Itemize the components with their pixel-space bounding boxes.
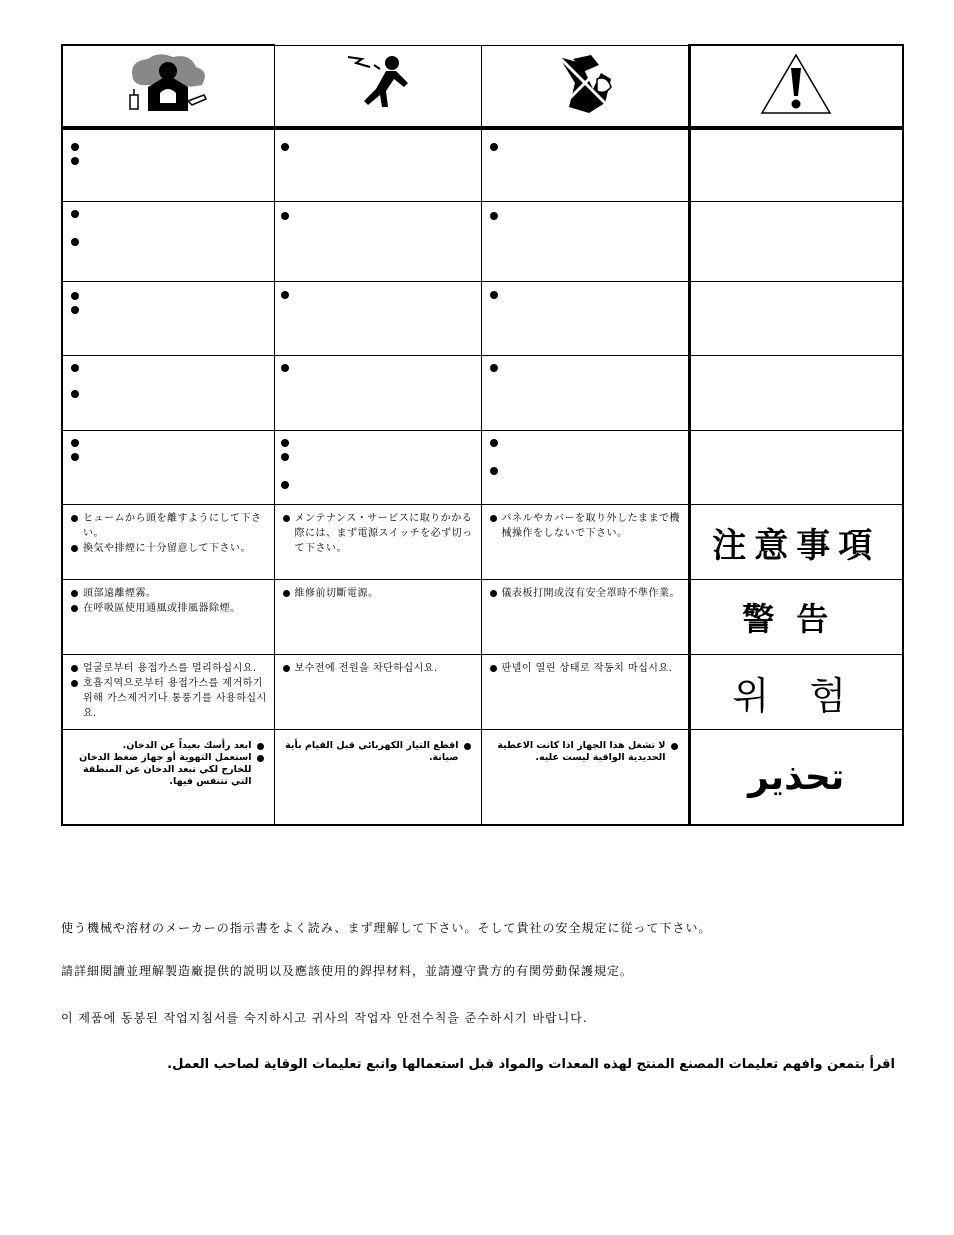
ar-col1 (62, 730, 274, 826)
row3-col1 (62, 282, 274, 356)
row2-col3 (481, 202, 689, 282)
zh-col3-item1: 儀表板打開或沒有安全罩時不準作業。 (490, 586, 682, 601)
ja-col1-item2: 換気や排煙に十分留意して下さい。 (71, 541, 268, 556)
ko-col1-item1: 얼굴로부터 용접가스를 멀리하십시요. (71, 661, 268, 676)
zh-col1 (62, 580, 274, 655)
row2-col4 (689, 202, 903, 282)
row4-col1 (62, 356, 274, 431)
row4-col2 (274, 356, 481, 431)
ja-col2-item1: メンテナンス・サービスに取りかかる際には、まず電源スイッチを必ず切って下さい。 (283, 511, 475, 556)
zh-col1-item2: 在呼吸區使用通風或排風器除煙。 (71, 601, 268, 616)
row1-col3 (481, 128, 689, 202)
row1-col2 (274, 128, 481, 202)
ja-col1 (62, 505, 274, 580)
electric-shock-icon (338, 49, 418, 119)
row1-col1 (62, 128, 274, 202)
ar-col3 (481, 730, 689, 826)
ko-col3 (481, 655, 689, 730)
fume-inhalation-icon (118, 49, 218, 119)
note-chinese: 請詳細閱讀並理解製造廠提供的説明以及應該使用的銲捍材料，並請遵守貴方的有関勞動保護規定。 (61, 964, 634, 978)
ar-col1-item2: استعمل التهوية أو جهاز ضغط الدخان للخارج لكي تبعد الدخان عن المنطقة التي تتنفس فيها. (69, 752, 264, 788)
hand-guard-icon (545, 49, 625, 119)
warning-icon-cell (689, 45, 903, 128)
zh-col3 (481, 580, 689, 655)
ko-col1 (62, 655, 274, 730)
ar-col2 (274, 730, 481, 826)
row1-col4 (689, 128, 903, 202)
row3-col3 (481, 282, 689, 356)
hand-icon-cell (481, 45, 689, 128)
ar-col3-item1: لا تشغل هذا الجهاز اذا كانت الاغطية الحديدية الواقية ليست عليه. (488, 740, 678, 764)
ar-col2-item1: اقطع التيار الكهربائي قبل القيام بأية صيانة. (281, 740, 471, 764)
row4-col4 (689, 356, 903, 431)
zh-col2 (274, 580, 481, 655)
zh-col2-item1: 維修前切斷電源。 (283, 586, 475, 601)
safety-warning-table (61, 44, 904, 826)
note-arabic: اقرأ بتمعن وافهم تعليمات المصنع المنتج لهذه المعدات والمواد قبل استعمالها واتبع تعليمات الوقاية لصاحب العمل. (167, 1057, 895, 1072)
row4-col3 (481, 356, 689, 431)
row5-col4 (689, 431, 903, 505)
ko-col2-item1: 보수전에 전원을 차단하십시요. (283, 661, 475, 676)
note-korean: 이 제품에 동봉된 작업지침서를 숙지하시고 귀사의 작업자 안전수칙을 준수하시기 바랍니다. (61, 1011, 588, 1025)
row2-col2 (274, 202, 481, 282)
shock-icon-cell (274, 45, 481, 128)
zh-col1-item1: 頭部遠離煙霧。 (71, 586, 268, 601)
note-japanese: 使う機械や溶材のメーカーの指示書をよく読み、まず理解して下さい。そして貴社の安全規定に従って下さい。 (61, 921, 712, 935)
ja-col3-item1: パネルやカバーを取り外したままで機械操作をしないで下さい。 (490, 511, 682, 541)
warning-triangle-icon (760, 52, 832, 116)
row5-col2 (274, 431, 481, 505)
zh-heading: 警告 (689, 580, 903, 655)
ko-heading: 위 험 (689, 655, 903, 730)
ko-col1-item2: 호흡지역으로부터 용접가스를 제거하기 위해 가스제거기나 통풍기를 사용하십시요. (71, 676, 268, 721)
ja-col2 (274, 505, 481, 580)
row5-col3 (481, 431, 689, 505)
row5-col1 (62, 431, 274, 505)
ja-heading: 注意事項 (689, 505, 903, 580)
row3-col2 (274, 282, 481, 356)
ar-heading: تحذير (689, 730, 903, 826)
row3-col4 (689, 282, 903, 356)
ja-col3 (481, 505, 689, 580)
row2-col1 (62, 202, 274, 282)
ja-col1-item1: ヒュームから頭を離すようにして下さい。 (71, 511, 268, 541)
ko-col2 (274, 655, 481, 730)
fume-icon-cell (62, 45, 274, 128)
ar-col1-item1: ابعد رأسك بعيداً عن الدخان. (69, 740, 264, 752)
ko-col3-item1: 판넬이 열린 상태로 작동치 마십시요. (490, 661, 682, 676)
